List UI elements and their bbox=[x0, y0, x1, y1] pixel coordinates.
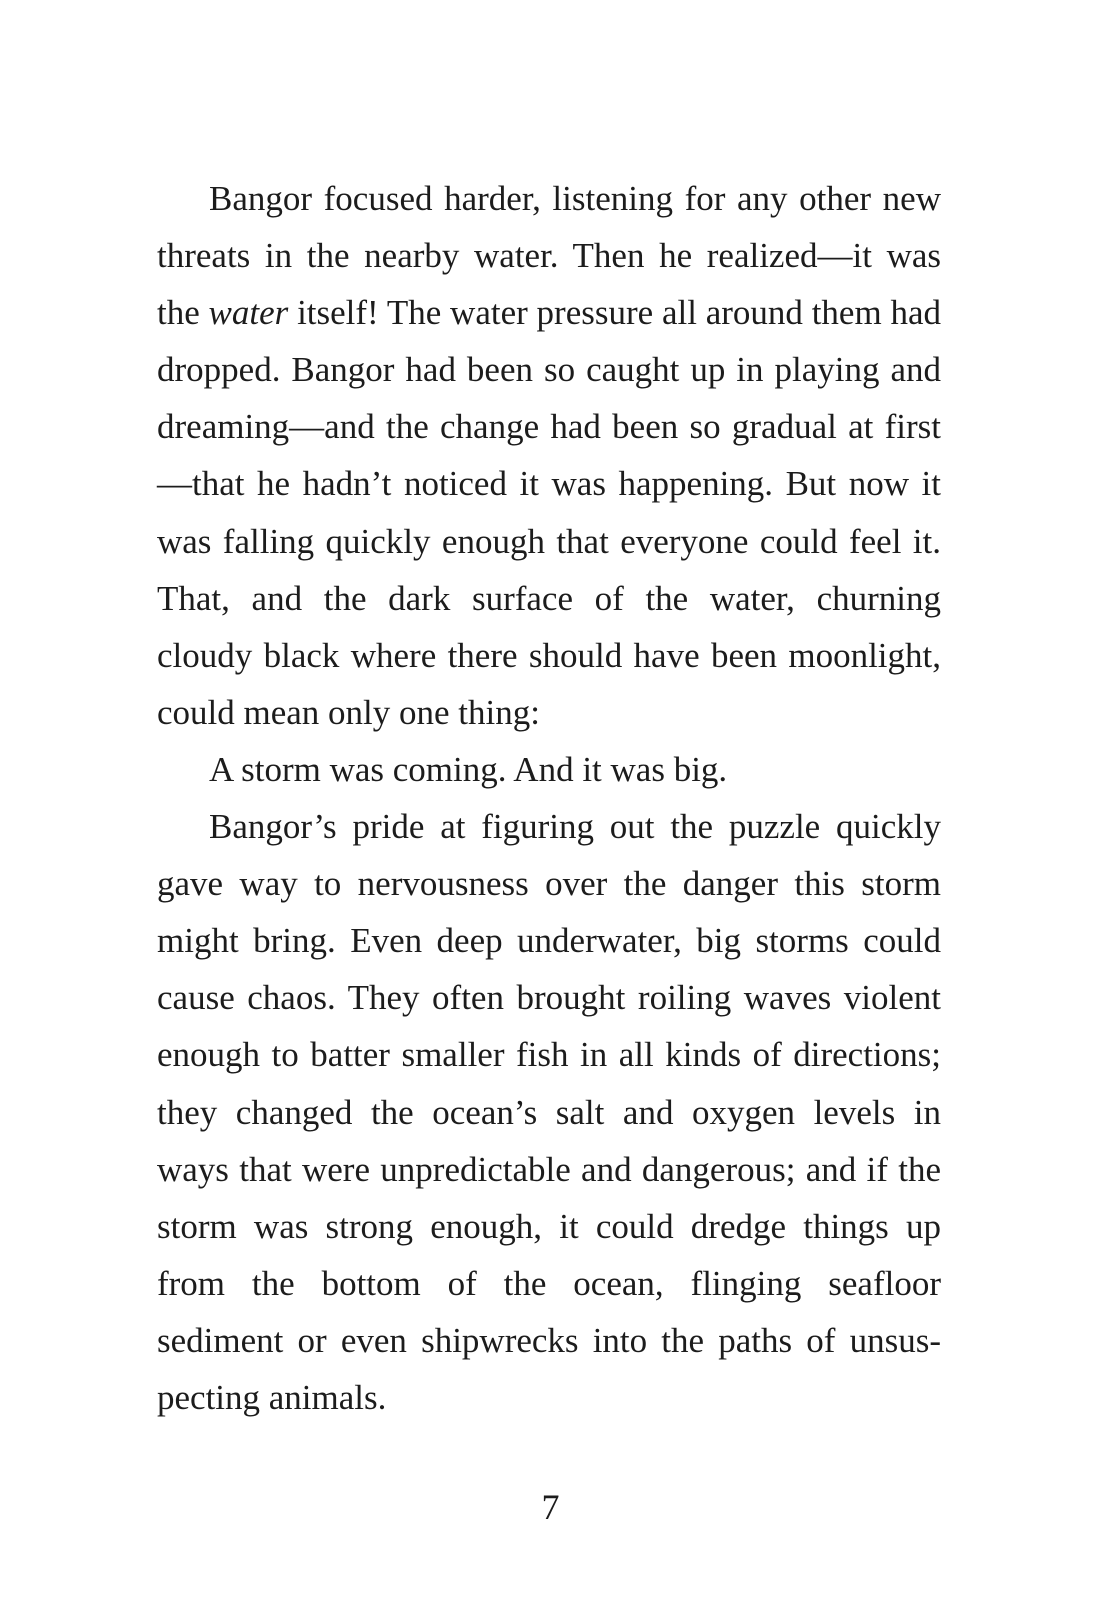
paragraph-3: Bangor’s pride at figuring out the puzzle quickly gave way to nervousness over the danger this storm might bring. Even deep underwater, big storms could cause chaos. They often brought roiling waves violent enough to batter smaller fish in all kinds of directions; they changed the ocean’s salt and oxygen levels in ways that were unpredictable and dangerous; and if the storm was strong enough, it could dredge things up from the bottom of the ocean, flinging seafloor sediment or even shipwrecks into the paths of unsuspecting animals. bbox=[157, 807, 941, 1417]
page-number: 7 bbox=[541, 1487, 560, 1527]
emphasized-word: water bbox=[208, 293, 289, 333]
paragraph-2: A storm was coming. And it was big. bbox=[209, 749, 728, 789]
paragraph-1 bbox=[157, 170, 941, 741]
body-text bbox=[157, 170, 941, 1426]
paragraph-1-before: Bangor focused harder, listening for any other new threats in the nearby water. Then he realized—it was the bbox=[157, 179, 941, 333]
paragraph-1-after: itself! The water pressure all around them had dropped. Bangor had been so caught up in playing and dreaming—and the change had been so gradual at first—that he hadn’t noticed it was happening. But now it was falling quickly enough that everyone could feel it. That, and the dark surface of the water, churning cloudy black where there should have been moonlight, could mean only one thing: bbox=[157, 293, 941, 732]
